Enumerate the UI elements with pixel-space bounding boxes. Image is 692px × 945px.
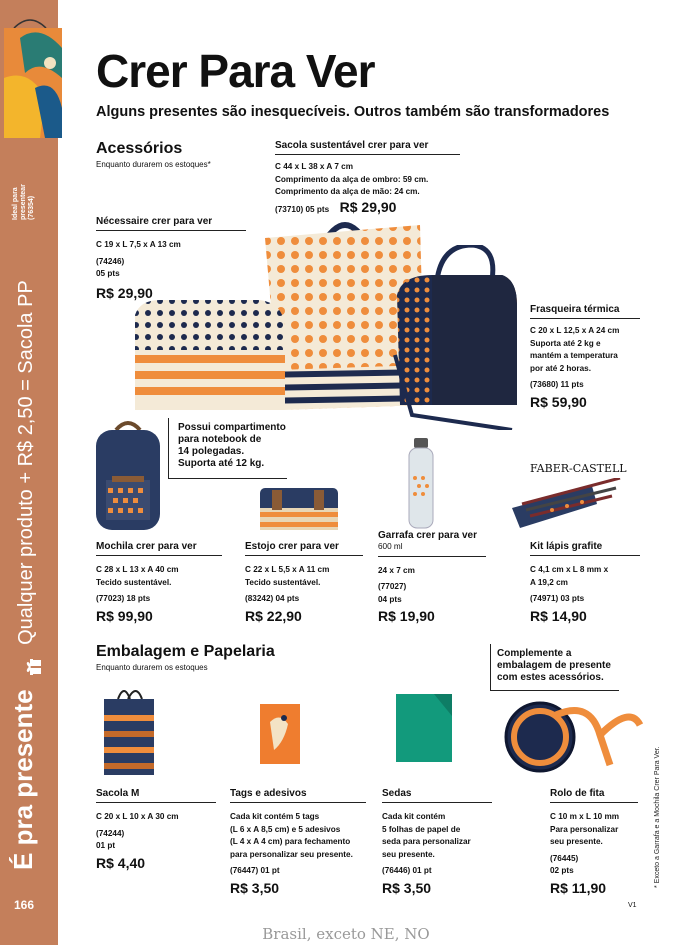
product-dims: C 4,1 cm x L 8 mm x xyxy=(530,565,609,574)
sedas-image xyxy=(394,692,454,764)
product-name: Rolo de fita xyxy=(550,788,638,803)
product-dims: 24 x 7 cm xyxy=(378,565,415,575)
product-price: R$ 11,90 xyxy=(550,879,607,896)
product-code: (76446) 01 pt xyxy=(382,866,432,876)
disclaimer: * Exceto a Garrafa e a Mochila Crer Para Ver. xyxy=(654,746,661,888)
sidebar-ideal-code: (76354) xyxy=(28,195,35,220)
product-spec-line: Comprimento da alça de mão: 24 cm. xyxy=(275,187,420,197)
page-subtitle: Alguns presentes são inesquecíveis. Outros também são transformadores xyxy=(96,104,610,120)
sidebar-ideal-line1: Ideal para xyxy=(12,187,19,220)
product-spec-line: Tecido sustentável. xyxy=(96,577,172,587)
sidebar-tagline xyxy=(8,280,39,870)
product-price: R$ 3,50 xyxy=(230,879,280,896)
product-code: (76447) 01 pt xyxy=(230,866,280,876)
product-name: Sedas xyxy=(382,788,492,803)
section-title-packaging: Embalagem e Papelaria xyxy=(96,643,275,660)
product-tags xyxy=(230,788,366,896)
product-spec-line: mantém a temperatura xyxy=(530,351,618,361)
product-code: (77023) 18 pts xyxy=(96,594,151,604)
product-price: R$ 19,90 xyxy=(378,608,435,625)
product-price: R$ 59,90 xyxy=(530,393,587,410)
product-code: (83242) 04 pts xyxy=(245,594,300,604)
product-spec-line: Cada kit contém xyxy=(382,812,446,821)
product-spec-line: (L 6 x A 8,5 cm) e 5 adesivos xyxy=(230,824,341,834)
gift-bag-thumbnail xyxy=(0,18,62,148)
section-title-accessories: Acessórios xyxy=(96,140,183,157)
product-name: Nécessaire crer para ver xyxy=(96,216,246,231)
product-code: (76445) xyxy=(550,853,579,863)
product-name: Sacola M xyxy=(96,788,216,803)
product-dims: C 19 x L 7,5 x A 13 cm xyxy=(96,240,181,249)
product-dims: C 44 x L 38 x A 7 cm xyxy=(275,162,353,171)
callout-line: Complemente a xyxy=(497,648,572,659)
product-price: R$ 14,90 xyxy=(530,607,587,624)
product-price: R$ 29,90 xyxy=(96,284,153,301)
product-sedas xyxy=(382,788,492,896)
faber-castell-logo: FABER-CASTELL xyxy=(530,462,627,475)
product-price: R$ 4,40 xyxy=(96,854,146,871)
product-spec-line: A 19,2 cm xyxy=(530,577,568,587)
callout-line: Possui compartimento xyxy=(178,422,286,433)
product-name: Kit lápis grafite xyxy=(530,541,640,556)
product-garrafa xyxy=(378,530,486,624)
product-code: (74244) xyxy=(96,828,125,838)
product-spec-line: Suporta até 2 kg e xyxy=(530,338,601,348)
product-name: Estojo crer para ver xyxy=(245,541,363,556)
product-points: 05 pts xyxy=(96,269,120,279)
product-code: (77027) xyxy=(378,582,407,592)
frasqueira-image xyxy=(392,245,522,430)
product-code: (73710) 05 pts xyxy=(275,204,330,214)
section-note-packaging: Enquanto durarem os estoques xyxy=(96,663,208,672)
callout-line: 14 polegadas. xyxy=(178,446,245,457)
garrafa-image xyxy=(405,438,437,530)
product-dims: C 10 m x L 10 mm xyxy=(550,812,620,821)
rolo-fita-image xyxy=(500,695,650,775)
product-price: R$ 29,90 xyxy=(339,198,397,215)
version-label: V1 xyxy=(628,902,637,909)
product-dims: C 22 x L 5,5 x A 11 cm xyxy=(245,565,330,574)
sidebar-ideal-note xyxy=(12,184,36,220)
product-sacola-sustentavel xyxy=(275,140,460,217)
product-points: 01 pt xyxy=(96,841,116,851)
product-spec-line: seda para personalizar xyxy=(382,837,471,847)
mochila-callout xyxy=(178,422,286,470)
product-spec-line: (L 4 x A 4 cm) para fechamento xyxy=(230,837,351,847)
sacola-m-image xyxy=(100,685,158,777)
product-name: Mochila crer para ver xyxy=(96,541,222,556)
packaging-callout xyxy=(497,648,611,684)
product-lapis xyxy=(530,541,640,624)
sidebar-tagline-offer: Qualquer produto + R$ 2,50 = Sacola PP xyxy=(15,280,37,645)
product-code: (74971) 03 pts xyxy=(530,594,585,604)
product-spec-line: 5 folhas de papel de xyxy=(382,824,461,834)
callout-line: para notebook de xyxy=(178,434,262,445)
product-code: (74246) xyxy=(96,256,125,266)
mochila-image xyxy=(92,420,164,530)
product-spec-line: Cada kit contém 5 tags xyxy=(230,812,320,821)
callout-line: embalagem de presente xyxy=(497,660,611,671)
product-rolo-fita xyxy=(550,788,638,896)
product-dims: C 20 x L 12,5 x A 24 cm xyxy=(530,326,620,335)
product-name: Frasqueira térmica xyxy=(530,304,640,319)
product-dims: C 20 x L 10 x A 30 cm xyxy=(96,812,179,821)
product-necessaire xyxy=(96,216,246,301)
product-spec-line: seu presente. xyxy=(382,849,435,859)
product-price: R$ 22,90 xyxy=(245,607,302,624)
product-spec-line: Tecido sustentável. xyxy=(245,577,321,587)
product-name: Tags e adesivos xyxy=(230,788,366,803)
product-points: 02 pts xyxy=(550,866,574,876)
product-mochila xyxy=(96,541,222,624)
product-name: Sacola sustentável crer para ver xyxy=(275,140,460,155)
product-price: R$ 3,50 xyxy=(382,879,432,896)
estojo-image xyxy=(258,484,340,534)
product-price: R$ 99,90 xyxy=(96,607,153,624)
gift-icon xyxy=(17,658,33,676)
product-points: 04 pts xyxy=(378,594,402,604)
page-number: 166 xyxy=(14,898,35,912)
product-spec-line: Comprimento da alça de ombro: 59 cm. xyxy=(275,174,429,184)
sidebar-ideal-line2: presentear xyxy=(20,184,27,220)
product-code: (73680) 11 pts xyxy=(530,380,584,390)
product-frasqueira xyxy=(530,304,640,410)
callout-line: com estes acessórios. xyxy=(497,672,604,683)
product-volume: 600 ml xyxy=(378,541,486,557)
product-dims: C 28 x L 13 x A 40 cm xyxy=(96,565,179,574)
product-spec-line: por até 2 horas. xyxy=(530,363,591,373)
product-name: Garrafa crer para ver xyxy=(378,530,477,541)
callout-line: Suporta até 12 kg. xyxy=(178,458,265,469)
product-sacola-m xyxy=(96,788,216,871)
product-spec-line: seu presente. xyxy=(550,837,603,847)
page-title: Crer Para Ver xyxy=(96,45,375,97)
product-estojo xyxy=(245,541,363,624)
necessaire-image xyxy=(130,295,290,415)
lapis-kit-image xyxy=(512,478,622,530)
product-spec-line: Para personalizar xyxy=(550,824,619,834)
tags-image xyxy=(258,702,302,766)
section-note-accessories: Enquanto durarem os estoques* xyxy=(96,160,211,169)
product-spec-line: para personalizar seu presente. xyxy=(230,849,353,859)
footer-region: Brasil, exceto NE, NO xyxy=(262,925,430,943)
sidebar-tagline-main: É pra presente xyxy=(8,689,38,870)
